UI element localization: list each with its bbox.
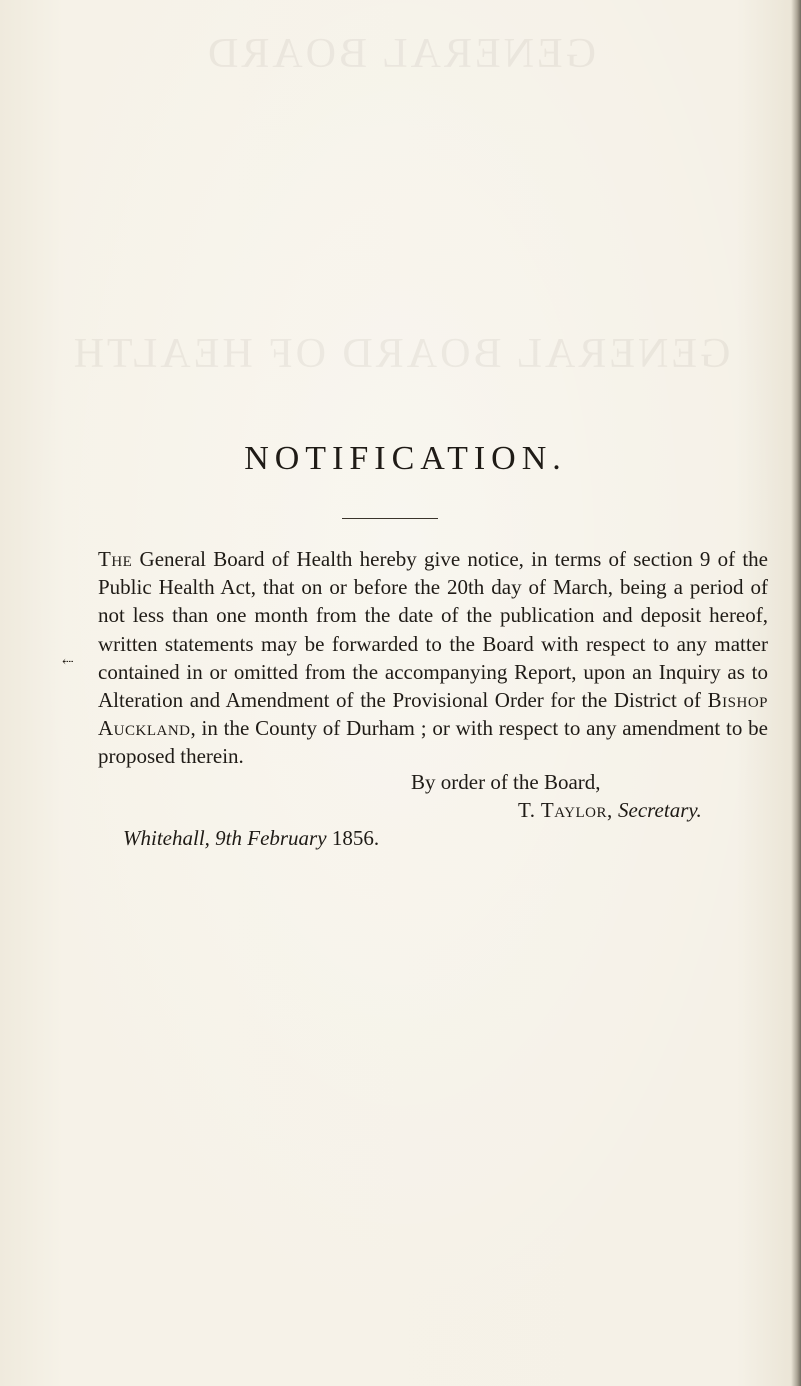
signatory-title: Secretary. bbox=[618, 798, 702, 822]
reverse-bleed-through-middle: GENERAL BOARD OF HEALTH bbox=[70, 331, 731, 377]
reverse-bleed-through-top: GENERAL BOARD bbox=[205, 31, 596, 77]
opening-word: The bbox=[98, 547, 133, 571]
body-text-part-2: , in the County of Durham ; or with respect to any amendment to be proposed therein. bbox=[98, 716, 768, 769]
place-name: Whitehall, bbox=[123, 826, 210, 850]
place-date-line bbox=[123, 826, 379, 851]
notice-title: NOTIFICATION. bbox=[244, 440, 567, 477]
date-year: 1856. bbox=[331, 826, 380, 850]
title-divider bbox=[342, 518, 438, 519]
notice-body bbox=[98, 545, 768, 771]
signatory-line bbox=[518, 798, 702, 823]
body-text-part-1: General Board of Health hereby give notice, in terms of section 9 of the Public Health Act, that on or before the 20th day of March, being a period of not less than one month from the date of the publication and deposit hereof, written statements may be forwarded to the Board with respect to any matter contained in or omitted from the accompanying Report, upon an Inquiry as to Alteration and Amendment of the Provisional Order for the District of bbox=[98, 547, 768, 713]
page-edge-shadow bbox=[791, 0, 801, 1386]
margin-mark-icon: ⇠ bbox=[62, 655, 74, 670]
district-name: Bishop Auckland bbox=[98, 688, 769, 741]
signatory-name: T. Taylor, bbox=[518, 798, 613, 822]
date-day: 9th February bbox=[215, 826, 327, 850]
by-order-line: By order of the Board, bbox=[411, 770, 601, 794]
